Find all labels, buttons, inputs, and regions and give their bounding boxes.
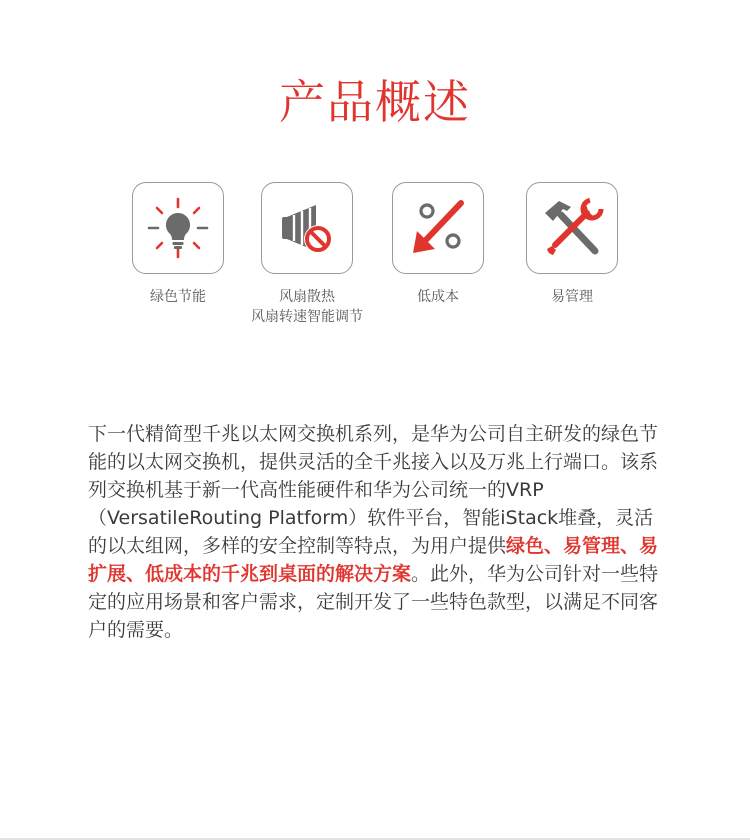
feature-icon-box [132, 182, 224, 274]
percent-down-icon [403, 193, 473, 263]
feature-easy-management [502, 182, 642, 307]
fan-icon [272, 193, 342, 263]
product-description [88, 420, 668, 644]
description-text: 下一代精简型千兆以太网交换机系列，是华为公司自主研发的绿色节能的以太网交换机，提供灵活的全千兆接入以及万兆上行端口。该系列交换机基于新一代高性能硬件和华为公司统一的VRP（VersatileRouting Platform）软件平台，智能iStack堆叠，灵活的以太组网，多样的安全控制等特点，为用户提供 [88, 423, 659, 557]
page-title: 产品概述 [279, 75, 471, 129]
feature-low-cost [368, 182, 508, 307]
wrench-hammer-icon [537, 193, 607, 263]
feature-label: 易管理 [551, 289, 593, 305]
feature-icon-box [392, 182, 484, 274]
feature-sublabel: 风扇转速智能调节 [251, 309, 363, 325]
feature-icon-box [261, 182, 353, 274]
feature-green-energy [108, 182, 248, 307]
feature-icon-box [526, 182, 618, 274]
feature-fan-cooling [237, 182, 377, 327]
description-text-end: 。此外，华为公司针对一些特定的应用场景和客户需求，定制开发了一些特色款型，以满足不同客户的需要。 [88, 563, 659, 641]
feature-label: 风扇散热 [279, 289, 335, 305]
feature-label: 低成本 [417, 289, 459, 305]
description-highlight: 绿色、易管理、易扩展、低成本的千兆到桌面的解决方案 [88, 535, 659, 585]
lightbulb-icon [143, 193, 213, 263]
feature-label: 绿色节能 [150, 289, 206, 305]
